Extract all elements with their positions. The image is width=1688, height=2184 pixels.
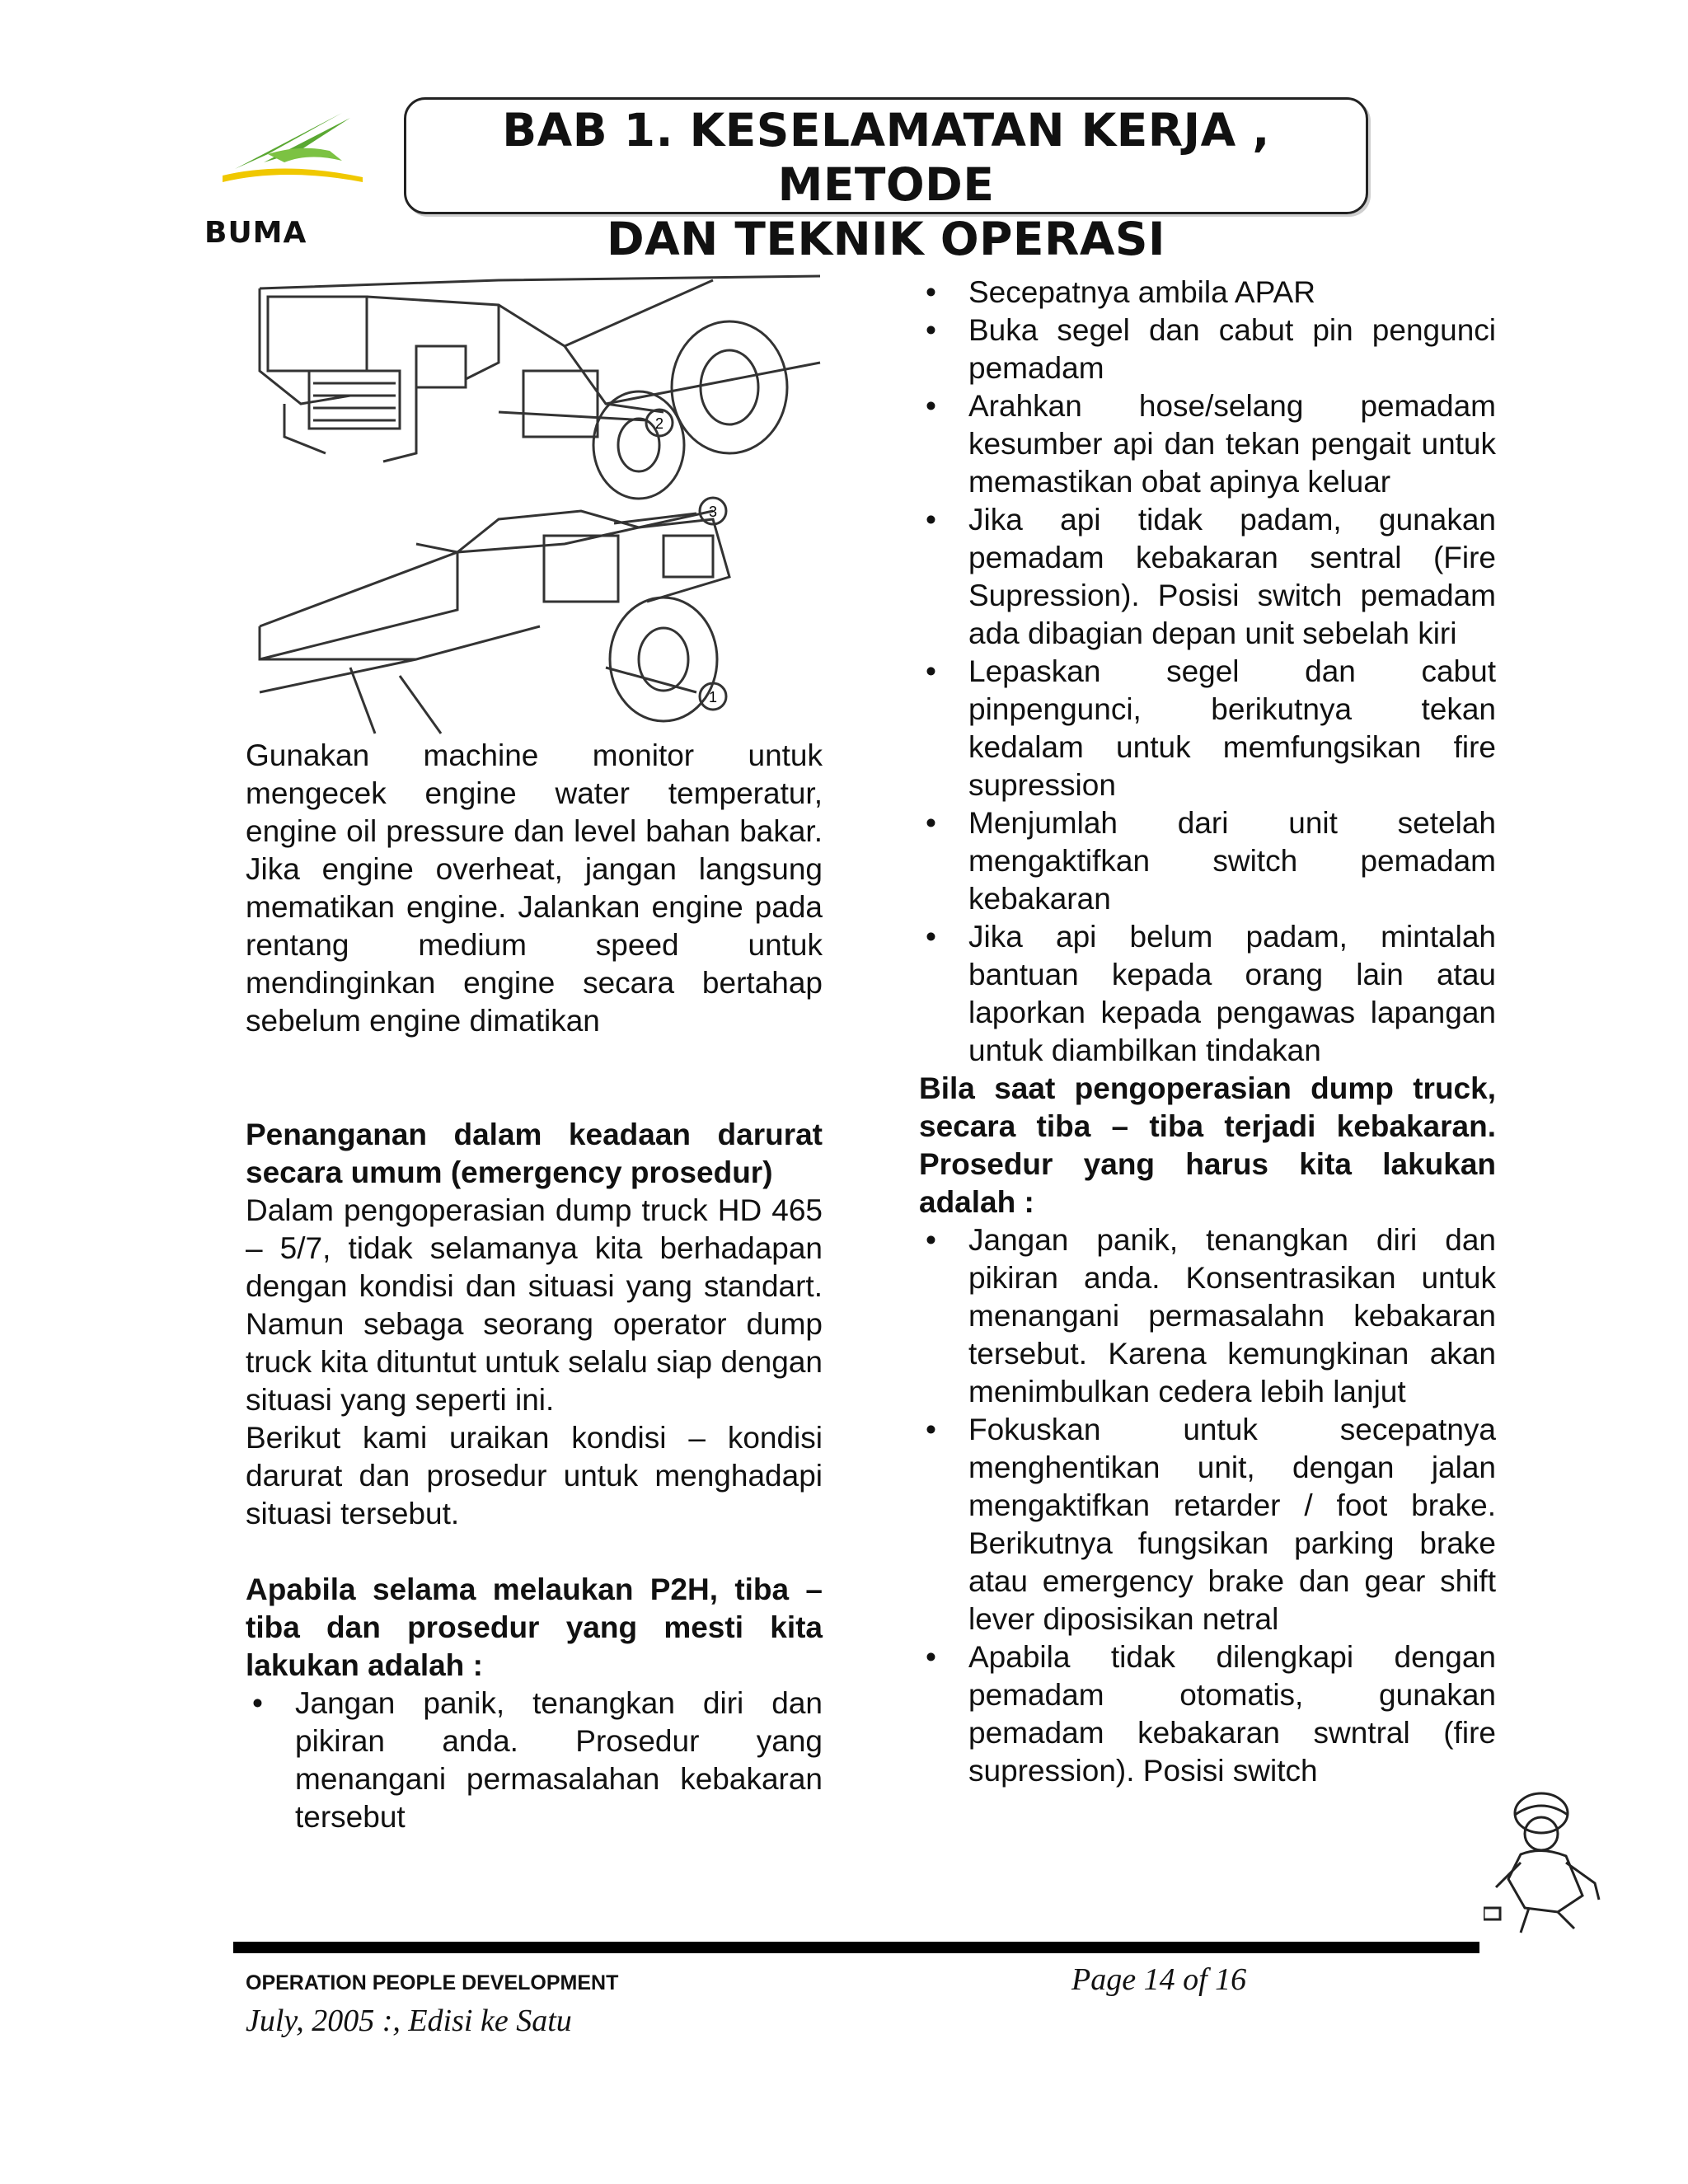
fire-during-operation-heading: Bila saat pengoperasian dump truck, secara tiba – tiba terjadi kebakaran. Prosedur yang harus kita lakukan adalah : <box>919 1071 1496 1219</box>
list-item: • Jangan panik, tenangkan diri dan pikiran anda. Konsentrasikan untuk menangani permasalahn kebakaran tersebut. Karena kemungkinan akan menimbulkan cedera lebih lanjut <box>919 1221 1496 1411</box>
p2h-bullet-list <box>246 1685 823 1836</box>
callout-1: 1 <box>708 689 718 705</box>
right-column <box>919 274 1496 1790</box>
left-column <box>246 737 823 1836</box>
list-item: • Fokuskan untuk secepatnya menghentikan unit, dengan jalan mengaktifkan retarder / foot brake. Berikutnya fungsikan parking brake atau emergency brake dan gear shift lever diposisikan netral <box>919 1411 1496 1638</box>
fire-during-operation-list <box>919 1221 1496 1790</box>
list-item: • Menjumlah dari unit setelah mengaktifkan switch pemadam kebakaran <box>919 804 1496 918</box>
chapter-title-box <box>404 97 1368 265</box>
list-item: • Jika api belum padam, mintalah bantuan kepada orang lain atau laporkan kepada pengawas lapangan untuk diambilkan tindakan <box>919 918 1496 1070</box>
fire-extinguisher-steps-list <box>919 274 1496 1070</box>
brand-name: BUMA <box>204 216 307 250</box>
engine-monitor-paragraph: Gunakan machine monitor untuk mengecek engine water temperatur, engine oil pressure dan level bahan bakar. Jika engine overheat, jangan langsung mematikan engine. Jalankan engine pada rentang medium speed untuk mendinginkan engine secara bertahap sebelum engine dimatikan <box>246 738 823 1038</box>
emergency-procedure-heading: Penanganan dalam keadaan darurat secara umum (emergency prosedur) <box>246 1118 823 1189</box>
list-item: • Lepaskan segel dan cabut pinpengunci, berikutnya tekan kedalam untuk memfungsikan fire supression <box>919 653 1496 804</box>
chapter-title-line-2: DAN TEKNIK OPERASI <box>607 213 1165 265</box>
conditions-paragraph: Berikut kami uraikan kondisi – kondisi darurat dan prosedur untuk menghadapi situasi tersebut. <box>246 1421 823 1530</box>
list-item: • Secepatnya ambila APAR <box>919 274 1496 312</box>
buma-logo-icon <box>218 111 367 194</box>
callout-3: 3 <box>708 504 718 520</box>
p2h-heading: Apabila selama melaukan P2H, tiba – tiba dan prosedur yang mesti kita lakukan adalah : <box>246 1572 823 1682</box>
list-item: • Jika api tidak padam, gunakan pemadam kebakaran sentral (Fire Supression). Posisi switch pemadam ada dibagian depan unit sebelah kiri <box>919 501 1496 653</box>
emergency-intro-paragraph: Dalam pengoperasian dump truck HD 465 – 5/7, tidak selamanya kita berhadapan dengan kondisi dan situasi yang standart. Namun sebaga seorang operator dump truck kita dituntut untuk selalu siap dengan situasi yang seperti ini. <box>246 1193 823 1417</box>
page-number: Page 14 of 16 <box>1071 1962 1247 1997</box>
chapter-title-line-1: BAB 1. KESELAMATAN KERJA , METODE <box>502 104 1270 211</box>
footer-organization: OPERATION PEOPLE DEVELOPMENT <box>246 1971 619 1994</box>
list-item: • Buka segel dan cabut pin pengunci pemadam <box>919 312 1496 387</box>
list-item: • Jangan panik, tenangkan diri dan pikiran anda. Prosedur yang menangani permasalahan kebakaran tersebut <box>246 1685 823 1836</box>
callout-2: 2 <box>654 415 664 432</box>
dump-truck-illustration <box>251 272 832 750</box>
edition-date: July, 2005 :, Edisi ke Satu <box>246 2004 572 2038</box>
list-item: • Apabila tidak dilengkapi dengan pemadam otomatis, gunakan pemadam kebakaran swntral (fire supression). Posisi switch <box>919 1638 1496 1790</box>
list-item: • Arahkan hose/selang pemadam kesumber api dan tekan pengait untuk memastikan obat apinya keluar <box>919 387 1496 501</box>
footer-divider <box>233 1942 1479 1953</box>
operator-mascot-icon <box>1484 1788 1607 1937</box>
